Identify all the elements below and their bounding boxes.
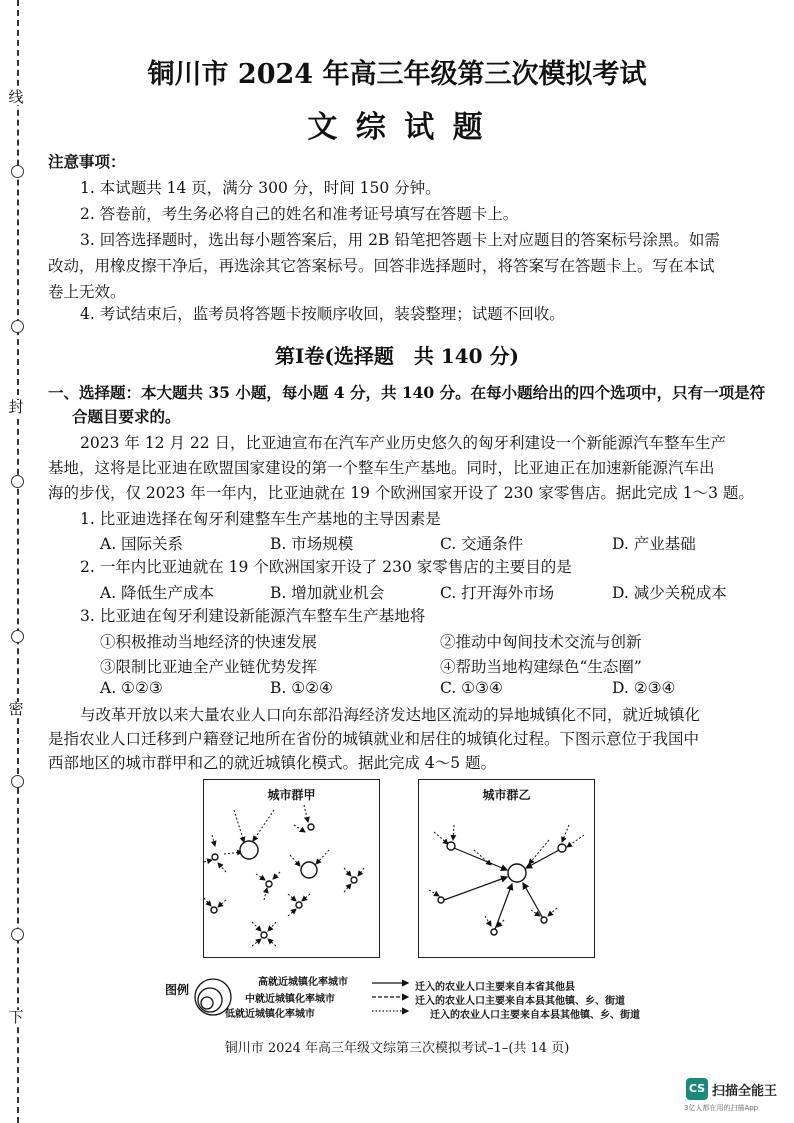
binding-mark-xian: 线 xyxy=(6,90,26,105)
q3-statement-1: ①积极推动当地经济的快速发展 xyxy=(100,633,318,651)
binding-mark-xia: 下 xyxy=(6,1010,26,1025)
legend-arrow-same-county-2: 迁入的农业人口主要来自本县其他镇、乡、街道 xyxy=(430,1010,640,1021)
note-item: 1. 本试题共 14 页，满分 300 分，时间 150 分钟。 xyxy=(80,179,441,197)
legend-arrow-same-county: 迁入的农业人口主要来自本县其他镇、乡、街道 xyxy=(415,996,625,1007)
binding-hole xyxy=(11,320,24,333)
camscanner-tagline: 3亿人都在用的扫描App xyxy=(684,1104,759,1112)
notes-heading: 注意事项： xyxy=(48,152,126,171)
passage-line: 2023 年 12 月 22 日，比亚迪宣布在汽车产业历史悠久的匈牙利建设一个新能源汽车整车生产 xyxy=(80,434,727,452)
exam-subtitle: 文 综 试 题 xyxy=(307,110,487,145)
diagram-panel-a xyxy=(203,779,380,958)
passage-line: 海的步伐，仅 2023 年一年内，比亚迪就在 19 个欧洲国家开设了 230 家零售店。据此完成 1～3 题。 xyxy=(48,484,754,502)
legend-high-city: 高就近城镇化率城市 xyxy=(258,977,348,988)
binding-mark-feng: 封 xyxy=(6,400,26,415)
diagram-panel-a-title: 城市群甲 xyxy=(267,788,316,802)
q2-option-d: D. 减少关税成本 xyxy=(612,584,727,602)
q3-option-d: D. ②③④ xyxy=(612,679,676,697)
binding-mark-mi: 密 xyxy=(6,702,26,717)
diagram-b-graphic xyxy=(419,780,594,957)
binding-hole xyxy=(11,928,24,941)
legend-low-city: 低就近城镇化率城市 xyxy=(225,1009,315,1020)
legend-mid-city: 中就近城镇化率城市 xyxy=(245,994,335,1005)
q2-option-a: A. 降低生产成本 xyxy=(100,584,215,602)
note-item: 2. 答卷前，考生务必将自己的姓名和准考证号填写在答题卡上。 xyxy=(80,205,519,223)
page-footer: 铜川市 2024 年高三年级文综第三次模拟考试–1–(共 14 页) xyxy=(224,1041,570,1056)
legend-arrow-other-county: 迁入的农业人口主要来自本省其他县 xyxy=(415,982,575,993)
note-item: 4. 考试结束后，监考员将答题卡按顺序收回，装袋整理；试题不回收。 xyxy=(80,305,565,323)
q1-option-d: D. 产业基础 xyxy=(612,535,696,553)
binding-hole xyxy=(11,630,24,643)
legend-arrow-glyphs xyxy=(370,978,415,1020)
passage-line: 基地，这将是比亚迪在欧盟国家建设的第一个整车生产基地。同时，比亚迪正在加速新能源汽车出 xyxy=(48,459,715,477)
q3-option-c: C. ①③④ xyxy=(440,679,503,697)
diagram-panel-b-title: 城市群乙 xyxy=(482,788,531,802)
note-item: 卷上无效。 xyxy=(48,283,126,301)
q3-statement-4: ④帮助当地构建绿色“生态圈” xyxy=(440,658,642,676)
q1-option-a: A. 国际关系 xyxy=(100,535,184,553)
section-instruction: 合题目要求的。 xyxy=(72,407,181,426)
question-3-stem: 3. 比亚迪在匈牙利建设新能源汽车整车生产基地将 xyxy=(80,607,426,625)
exam-title: 铜川市 2024 年高三年级第三次模拟考试 xyxy=(147,59,647,90)
q3-statement-3: ③限制比亚迪全产业链优势发挥 xyxy=(100,658,318,676)
passage-line: 是指农业人口迁移到户籍登记地所在省份的城镇就业和居住的城镇化过程。下图示意位于我国中 xyxy=(48,730,700,748)
binding-hole xyxy=(11,475,24,488)
passage-line: 西部地区的城市群甲和乙的就近城镇化模式。据此完成 4～5 题。 xyxy=(48,754,497,772)
q1-option-b: B. 市场规模 xyxy=(270,535,354,553)
binding-hole xyxy=(11,775,24,788)
binding-hole xyxy=(11,165,24,178)
q3-option-b: B. ①②④ xyxy=(270,679,333,697)
q3-statement-2: ②推动中匈间技术交流与创新 xyxy=(440,633,642,651)
q2-option-b: B. 增加就业机会 xyxy=(270,584,385,602)
q1-option-c: C. 交通条件 xyxy=(440,535,524,553)
q2-option-c: C. 打开海外市场 xyxy=(440,584,555,602)
diagram-a-graphic xyxy=(204,780,379,957)
q3-option-a: A. ①②③ xyxy=(100,679,163,697)
note-item: 3. 回答选择题时，选出每小题答案后，用 2B 铅笔把答题卡上对应题目的答案标号涂黑。如需 xyxy=(80,231,720,249)
note-item: 改动，用橡皮擦干净后，再选涂其它答案标号。回答非选择题时，将答案写在答题卡上。写在本试 xyxy=(48,257,715,275)
question-2-stem: 2. 一年内比亚迪就在 19 个欧洲国家开设了 230 家零售店的主要目的是 xyxy=(80,558,572,576)
camscanner-logo: CS xyxy=(686,1078,708,1100)
diagram-panel-b xyxy=(418,779,595,958)
legend-title: 图例 xyxy=(165,983,190,997)
section-instruction: 一、选择题：本大题共 35 小题，每小题 4 分，共 140 分。在每小题给出的四个选项中，只有一项是符 xyxy=(48,383,766,402)
passage-line: 与改革开放以来大量农业人口向东部沿海经济发达地区流动的异地城镇化不同，就近城镇化 xyxy=(80,706,701,724)
section-title: 第Ⅰ卷(选择题 共 140 分) xyxy=(275,344,519,368)
question-1-stem: 1. 比亚迪选择在匈牙利建整车生产基地的主导因素是 xyxy=(80,510,441,528)
camscanner-name: 扫描全能王 xyxy=(712,1084,778,1099)
